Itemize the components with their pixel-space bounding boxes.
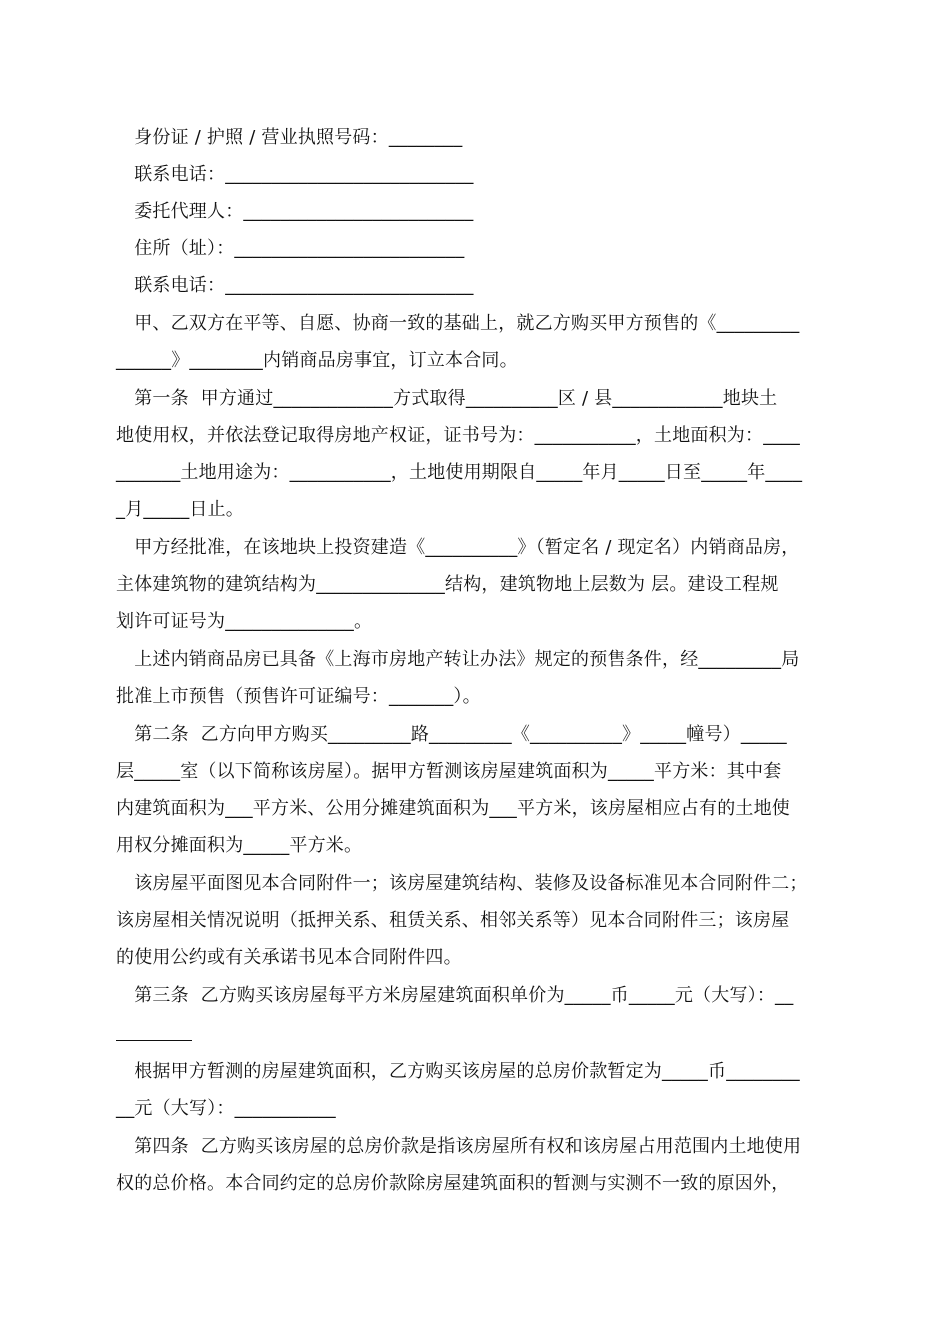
article-1-line-1: 第一条 甲方通过_____________方式取得__________区 / 县____________地块土 xyxy=(116,388,778,409)
attachments-line-1: 该房屋平面图见本合同附件一；该房屋建筑结构、装修及设备标准见本合同附件二； xyxy=(116,873,808,894)
attachments-line-2: 该房屋相关情况说明（抵押关系、租赁关系、相邻关系等）见本合同附件三；该房屋 xyxy=(116,910,790,931)
article-1-line-4: _月_____日止。 xyxy=(116,499,244,520)
construction-line-2: 主体建筑物的建筑结构为______________结构，建筑物地上层数为 层。建设工程规 xyxy=(116,574,779,595)
article-3-blank-rule xyxy=(116,1040,192,1041)
article-2-line-4: 用权分摊面积为_____平方米。 xyxy=(116,835,363,856)
attachments-line-3: 的使用公约或有关承诺书见本合同附件四。 xyxy=(116,947,462,968)
preamble-line-2: ______》________内销商品房事宜，订立本合同。 xyxy=(116,350,518,371)
article-3-line-1: 第三条 乙方购买该房屋每平方米房屋建筑面积单价为_____币_____元（大写）：__ xyxy=(116,985,794,1006)
phone-line-2: 联系电话：___________________________ xyxy=(116,275,474,296)
id-number-line: 身份证 / 护照 / 营业执照号码：________ xyxy=(116,127,463,148)
article-2-line-1: 第二条 乙方向甲方购买_________路_________《__________》_____幢号）_____ xyxy=(116,724,787,745)
article-4-line-2: 权的总价格。本合同约定的总房价款除房屋建筑面积的暂测与实测不一致的原因外， xyxy=(116,1173,790,1194)
total-price-line-1: 根据甲方暂测的房屋建筑面积，乙方购买该房屋的总房价款暂定为_____币________ xyxy=(116,1061,800,1082)
total-price-line-2: __元（大写）：___________ xyxy=(116,1098,336,1119)
preamble-line-1: 甲、乙双方在平等、自愿、协商一致的基础上，就乙方购买甲方预售的《_________ xyxy=(116,313,800,334)
presale-line-2: 批准上市预售（预售许可证编号：_______）。 xyxy=(116,686,481,707)
address-line: 住所（址）：_________________________ xyxy=(116,238,465,259)
article-1-line-2: 地使用权，并依法登记取得房地产权证，证书号为：___________，土地面积为：____ xyxy=(116,425,800,446)
article-2-line-3: 内建筑面积为___平方米、公用分摊建筑面积为___平方米，该房屋相应占有的土地使 xyxy=(116,798,790,819)
article-4-line-1: 第四条 乙方购买该房屋的总房价款是指该房屋所有权和该房屋占用范围内土地使用 xyxy=(116,1136,802,1157)
construction-line-3: 划许可证号为______________。 xyxy=(116,611,373,632)
phone-line-1: 联系电话：___________________________ xyxy=(116,164,474,185)
construction-line-1: 甲方经批准，在该地块上投资建造《__________》（暂定名 / 现定名）内销商品房， xyxy=(116,537,800,558)
article-2-line-2: 层_____室（以下简称该房屋）。据甲方暂测该房屋建筑面积为_____平方米：其中套 xyxy=(116,761,782,782)
article-1-line-3: _______土地用途为：___________，土地使用期限自_____年月_____日至_____年____ xyxy=(116,462,803,483)
presale-line-1: 上述内销商品房已具备《上海市房地产转让办法》规定的预售条件，经_________局 xyxy=(116,649,800,670)
agent-line: 委托代理人：_________________________ xyxy=(116,201,474,222)
